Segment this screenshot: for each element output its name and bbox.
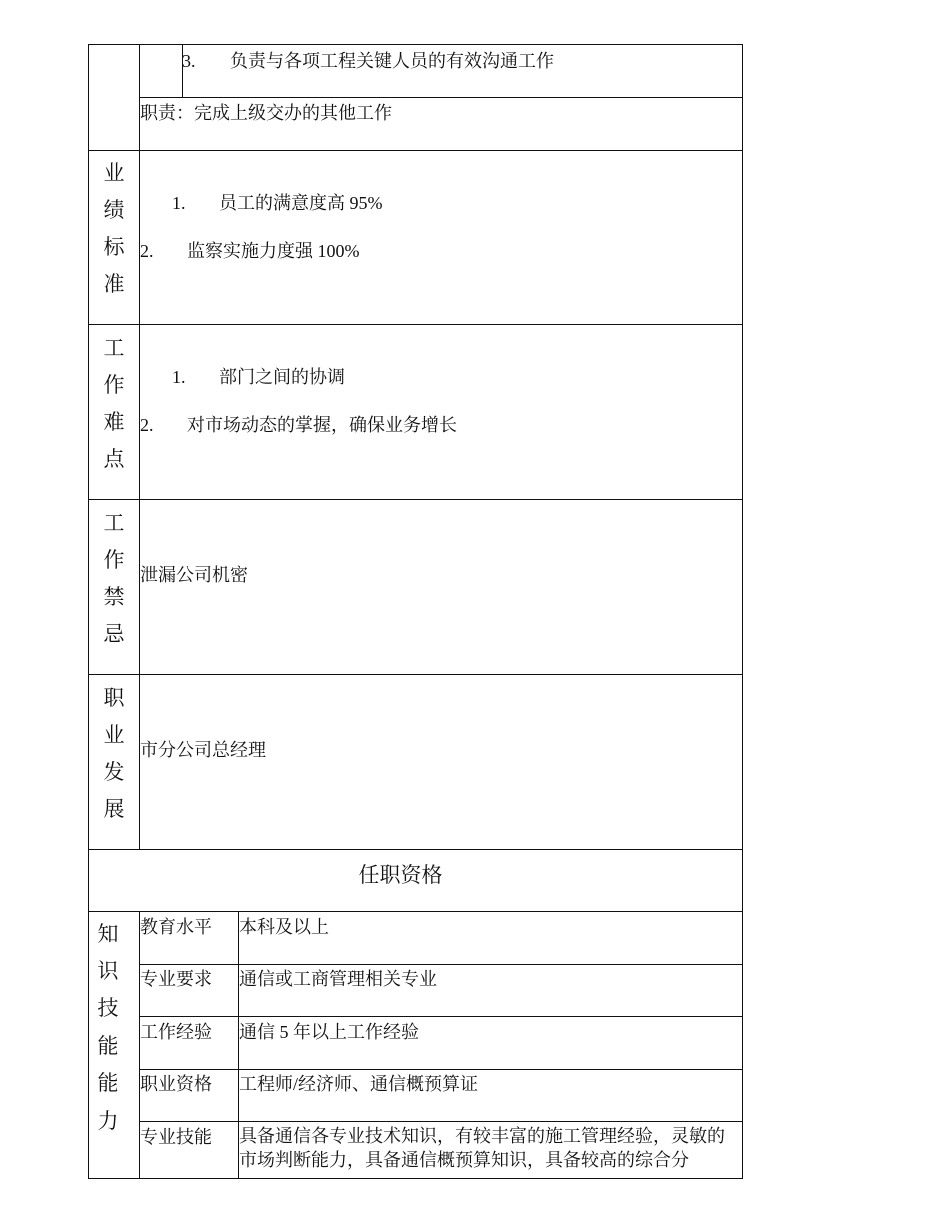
row-divider [88,911,743,912]
difficulty-item-text: 部门之间的协调 [219,367,345,387]
qualification-value: 工程师/经济师、通信概预算证 [239,1074,478,1094]
table-right-border [742,44,743,1179]
career-text: 市分公司总经理 [140,740,266,760]
qualification-key: 职业资格 [140,1074,212,1094]
qualification-key: 专业技能 [140,1127,212,1147]
row-divider [139,964,743,965]
qualification-title: 任职资格 [358,863,443,887]
qualification-value: 通信 5 年以上工作经验 [239,1022,419,1042]
table-left-border [88,44,89,1179]
performance-item-number: 1. [172,193,186,213]
difficulty-item-text: 对市场动态的掌握，确保业务增长 [187,415,457,435]
row-divider [88,150,743,151]
qualification-key: 工作经验 [140,1022,212,1042]
performance-item-text: 员工的满意度高 95% [219,193,383,213]
performance-item-text: 监察实施力度强 100% [187,241,360,261]
duty-item-text: 负责与各项工程关键人员的有效沟通工作 [230,51,554,71]
row-divider [139,1121,743,1122]
table-bottom-border [88,1178,743,1179]
row-divider [139,1069,743,1070]
row-divider [139,1016,743,1017]
duty-item-number: 3. [182,51,196,71]
row-divider [88,499,743,500]
qualification-value: 通信或工商管理相关专业 [239,969,437,989]
row-divider [88,324,743,325]
qualification-value: 本科及以上 [239,917,329,937]
row-divider [88,674,743,675]
difficulty-item-number: 1. [172,367,186,387]
qualification-value: 具备通信各专业技术知识，有较丰富的施工管理经验，灵敏的市场判断能力，具备通信概预算知识，具备较高的综合分 [239,1126,725,1170]
taboo-text: 泄漏公司机密 [140,565,248,585]
row-divider [88,44,743,45]
row-divider [88,849,743,850]
difficulty-item-number: 2. [140,415,154,435]
label-column-divider [139,44,140,849]
performance-item-number: 2. [140,241,154,261]
qualification-key: 教育水平 [140,917,212,937]
row-divider [139,97,743,98]
other-duty-text: 职责：完成上级交办的其他工作 [140,103,392,123]
qualification-key: 专业要求 [140,969,212,989]
